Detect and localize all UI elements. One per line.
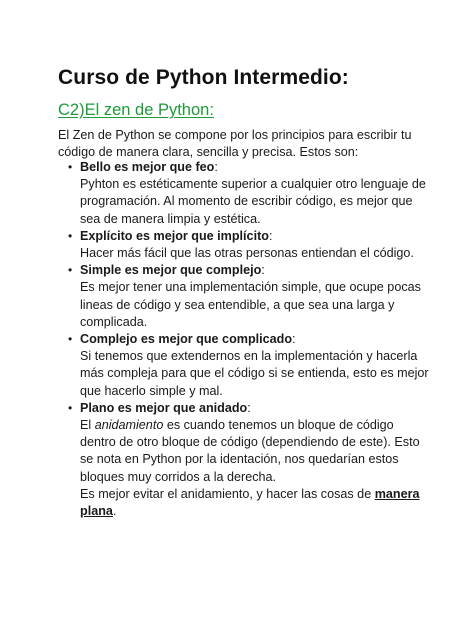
intro-line: El Zen de Python se compone por los principios para escribir tu — [58, 128, 412, 142]
principle-title-punct: : — [261, 263, 265, 278]
bullet-icon: • — [68, 332, 73, 347]
principle-title — [80, 159, 458, 176]
body-line: más compleja para que el código si se entienda, esto es mejor — [80, 366, 429, 381]
body-line — [80, 417, 458, 434]
principle-title-text: Plano es mejor que anidado — [80, 400, 248, 415]
principle-title-text: Bello es mejor que feo — [80, 160, 215, 174]
body-line — [80, 503, 458, 520]
list-item — [58, 159, 458, 228]
principle-body — [80, 279, 458, 331]
body-line: Pyhton es estéticamente superior a cualquier otro lenguaje de — [80, 177, 426, 192]
principle-body — [80, 245, 458, 262]
italic-term: anidamiento — [94, 418, 164, 433]
principle-title-punct: : — [214, 160, 218, 174]
body-line: Es mejor tener una implementación simple, que ocupe pocas — [80, 280, 421, 295]
intro-paragraph — [58, 127, 458, 161]
body-line: se nota en Python por la identación, nos quedarían estos — [80, 452, 399, 467]
principle-title-punct: : — [247, 400, 251, 415]
body-line: bloques muy corridos a la derecha. — [80, 469, 277, 484]
body-line: complicada. — [80, 314, 148, 329]
body-line — [80, 486, 458, 503]
intro-line: código de manera clara, sencilla y precisa. Estos son: — [58, 145, 359, 160]
principle-title-punct: : — [268, 228, 273, 243]
principle-title-text: Complejo es mejor que complicado — [80, 332, 293, 347]
principle-body — [80, 176, 458, 228]
principle-body — [80, 417, 458, 520]
principle-title — [80, 331, 458, 348]
body-line: dentro de otro bloque de código (dependiendo de este). Esto — [80, 435, 420, 450]
body-text: es cuando tenemos un bloque de código — [163, 418, 394, 433]
bullet-icon: • — [68, 228, 73, 243]
body-line: programación. Al momento de escribir código, es mejor que — [80, 194, 413, 209]
list-item — [58, 331, 458, 400]
principle-title — [80, 262, 458, 279]
body-line: que hacerlo simple y mal. — [80, 383, 223, 398]
document-title: Curso de Python Intermedio: — [58, 66, 349, 89]
principle-body — [80, 348, 458, 400]
list-item — [58, 228, 458, 262]
section-heading: C2)El zen de Python: — [58, 101, 214, 119]
principle-title-punct: : — [292, 332, 296, 347]
bullet-icon: • — [68, 263, 73, 278]
principle-title — [80, 228, 458, 245]
body-text: Es mejor evitar el anidamiento, y hacer las cosas de — [80, 486, 375, 501]
principle-title-text: Explícito es mejor que implícito — [80, 228, 269, 243]
emphasis-text: manera — [374, 486, 420, 501]
bullet-icon: • — [68, 400, 73, 415]
principle-title — [80, 400, 458, 417]
body-text: El — [80, 418, 95, 433]
body-text: . — [112, 504, 117, 519]
principles-list — [58, 159, 458, 520]
body-line: sea de manera limpia y estética. — [80, 211, 261, 226]
body-line: Hacer más fácil que las otras personas entiendan el código. — [80, 246, 414, 261]
emphasis-text: plana — [80, 504, 113, 519]
list-item — [58, 400, 458, 520]
principle-title-text: Simple es mejor que complejo — [80, 263, 262, 278]
list-item — [58, 262, 458, 331]
body-line: Si tenemos que extendernos en la implementación y hacerla — [80, 349, 418, 364]
bullet-icon: • — [68, 160, 73, 174]
body-line: lineas de código y sea entendible, a que sea una larga y — [80, 297, 395, 312]
